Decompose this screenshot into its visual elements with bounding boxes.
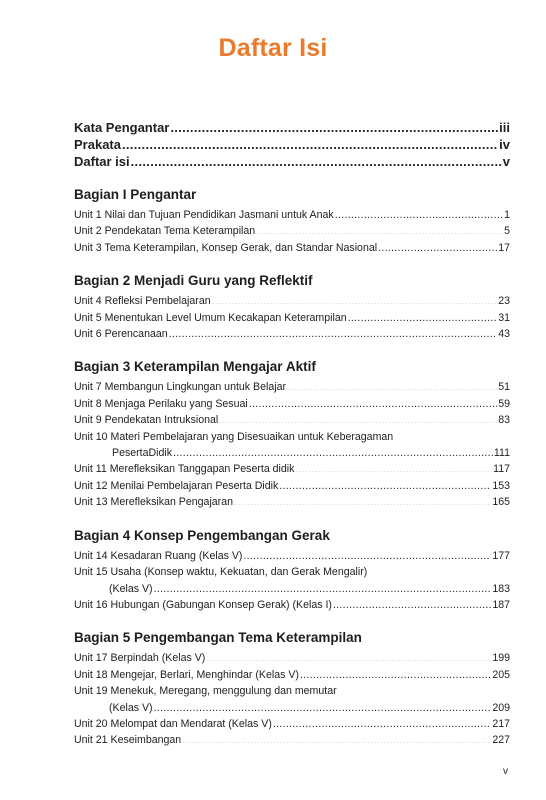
toc-front-entry[interactable]	[74, 119, 510, 136]
toc-entry-page: 5	[504, 225, 510, 238]
page-number: v	[503, 766, 508, 777]
toc-entry-label: Unit 16 Hubungan (Gabungan Konsep Gerak) (Kelas I)	[74, 598, 332, 611]
toc-entry-label: Kata Pengantar	[74, 120, 170, 135]
dot-leader	[206, 651, 491, 662]
toc-section	[74, 186, 510, 256]
toc-entry-label: Unit 17 Berpindah (Kelas V)	[74, 652, 206, 665]
dot-leader	[234, 495, 491, 506]
toc-entry-label: Unit 7 Membangun Lingkungan untuk Belajar	[74, 381, 287, 394]
front-matter-list	[74, 119, 510, 170]
toc-entry-label: Unit 3 Tema Keterampilan, Konsep Gerak, dan Standar Nasional	[74, 241, 378, 254]
dot-leader	[219, 413, 497, 424]
section-title[interactable]: Bagian 2 Menjadi Guru yang Reflektif	[74, 273, 313, 289]
toc-entry[interactable]	[74, 223, 510, 239]
toc-entry-page: 43	[498, 328, 510, 341]
dot-leader	[182, 733, 491, 744]
toc-entry-first-line	[74, 564, 510, 580]
toc-entry[interactable]	[74, 379, 510, 395]
toc-entry[interactable]	[74, 412, 510, 428]
toc-entry-label: Unit 8 Menjaga Perilaku yang Sesuai	[74, 397, 248, 410]
toc-entry-label: Unit 5 Menentukan Level Umum Kecakapan Keterampilan	[74, 311, 347, 324]
toc-entry[interactable]	[74, 326, 510, 342]
toc-entry-page: iv	[499, 137, 510, 152]
toc-entry-first-line	[74, 429, 510, 445]
toc-entry-page: 177	[492, 549, 510, 562]
dot-leader	[154, 700, 492, 711]
toc-entry-continuation	[74, 445, 510, 461]
toc-entry-label: Unit 18 Mengejar, Berlari, Menghindar (Kelas V)	[74, 668, 299, 681]
dot-leader	[279, 478, 491, 489]
section-title[interactable]: Bagian I Pengantar	[74, 187, 197, 202]
section-entries	[74, 293, 510, 342]
toc-entry-multiline[interactable]	[74, 564, 510, 597]
toc-entry-label-line1: Unit 15 Usaha (Konsep waktu, Kekuatan, dan Gerak Mengalir)	[74, 566, 368, 579]
toc-entry-page: 17	[498, 241, 510, 254]
table-of-contents	[74, 119, 510, 749]
toc-entry-label: Unit 14 Kesadaran Ruang (Kelas V)	[74, 549, 243, 562]
toc-entry[interactable]	[74, 650, 510, 666]
dot-leader	[122, 136, 498, 149]
toc-entry-page: 1	[504, 209, 510, 221]
dot-leader	[335, 207, 503, 218]
toc-entry[interactable]	[74, 732, 510, 748]
toc-entry-label: Unit 20 Melompat dan Mendarat (Kelas V)	[74, 717, 272, 730]
toc-entry-page: 187	[492, 598, 510, 611]
toc-entry-page: 183	[492, 582, 510, 595]
section-entries	[74, 379, 510, 510]
toc-entry[interactable]	[74, 597, 510, 613]
toc-entry-page: 217	[492, 717, 510, 730]
toc-front-entry[interactable]	[74, 136, 510, 153]
dot-leader	[131, 153, 502, 166]
dot-leader	[348, 310, 498, 321]
toc-entry-multiline[interactable]	[74, 429, 510, 462]
dot-leader	[256, 224, 503, 235]
toc-entry-label: Unit 4 Refleksi Pembelajaran	[74, 295, 211, 308]
toc-entry[interactable]	[74, 293, 510, 309]
toc-section	[74, 629, 510, 748]
toc-entry[interactable]	[74, 396, 510, 412]
toc-entry-label: Unit 1 Nilai dan Tujuan Pendidikan Jasmani untuk Anak	[74, 209, 334, 221]
section-title[interactable]: Bagian 3 Keterampilan Mengajar Aktif	[74, 359, 316, 375]
toc-entry[interactable]	[74, 494, 510, 510]
toc-entry[interactable]	[74, 461, 510, 477]
dot-leader	[287, 380, 497, 391]
toc-entry[interactable]	[74, 240, 510, 256]
toc-entry-page: 153	[492, 479, 510, 492]
dot-leader	[273, 716, 491, 727]
dot-leader	[173, 445, 493, 456]
toc-front-entry[interactable]	[74, 153, 510, 170]
toc-entry-label: (Kelas V)	[109, 701, 153, 714]
toc-entry-page: 199	[492, 652, 510, 665]
toc-entry-label: Unit 13 Merefleksikan Pengajaran	[74, 496, 233, 509]
page-title: Daftar Isi	[218, 34, 328, 62]
toc-entry-page: iii	[499, 120, 510, 135]
toc-entry-label: Unit 6 Perencanaan	[74, 328, 168, 341]
section-entries	[74, 548, 510, 614]
dot-leader	[300, 667, 491, 678]
section-entries	[74, 650, 510, 748]
toc-section	[74, 272, 510, 342]
toc-entry[interactable]	[74, 548, 510, 564]
toc-entry-multiline[interactable]	[74, 683, 510, 716]
toc-entry-page: 227	[492, 734, 510, 747]
toc-entry-label: Prakata	[74, 137, 121, 152]
toc-entry-page: 205	[492, 668, 510, 681]
toc-entry[interactable]	[74, 478, 510, 494]
section-entries	[74, 207, 510, 256]
dot-leader	[378, 240, 497, 251]
toc-entry-label-line1: Unit 19 Menekuk, Meregang, menggulung dan memutar	[74, 685, 337, 698]
section-title[interactable]: Bagian 5 Pengembangan Tema Keterampilan	[74, 630, 362, 646]
toc-entry-label: (Kelas V)	[109, 582, 153, 595]
dot-leader	[169, 326, 498, 337]
toc-entry-page: 165	[492, 496, 510, 509]
toc-entry-page: 23	[498, 295, 510, 308]
dot-leader	[170, 119, 498, 132]
toc-entry-page: 59	[498, 397, 510, 410]
toc-section	[74, 527, 510, 614]
dot-leader	[154, 581, 492, 592]
toc-entry-label: Unit 12 Menilai Pembelajaran Peserta Didik	[74, 479, 279, 492]
toc-entry-page: 83	[498, 414, 510, 427]
toc-entry-page: 31	[498, 311, 510, 324]
toc-entry[interactable]	[74, 207, 510, 223]
toc-entry-first-line	[74, 683, 510, 699]
dot-leader	[243, 548, 491, 559]
toc-entry-label: PesertaDidik	[112, 447, 173, 460]
toc-entry-label: Unit 9 Pendekatan Intruksional	[74, 414, 219, 427]
toc-section	[74, 358, 510, 510]
toc-entry-continuation	[74, 581, 510, 597]
toc-entry[interactable]	[74, 667, 510, 683]
dot-leader	[249, 396, 497, 407]
toc-entry-page: 111	[493, 447, 510, 460]
dot-leader	[295, 462, 492, 473]
dot-leader	[333, 597, 491, 608]
toc-entry-label: Daftar isi	[74, 154, 130, 169]
toc-entry-label: Unit 11 Merefleksikan Tanggapan Peserta didik	[74, 463, 295, 476]
toc-entry-page: 51	[498, 381, 510, 394]
toc-entry-continuation	[74, 700, 510, 716]
toc-entry-page: v	[502, 154, 510, 169]
toc-entry-label: Unit 2 Pendekatan Tema Keterampilan	[74, 225, 256, 238]
dot-leader	[212, 294, 498, 305]
toc-entry-label: Unit 21 Keseimbangan	[74, 734, 182, 747]
toc-entry-page: 209	[492, 701, 510, 714]
toc-entry[interactable]	[74, 716, 510, 732]
toc-entry[interactable]	[74, 310, 510, 326]
toc-entry-label-line1: Unit 10 Materi Pembelajaran yang Disesuaikan untuk Keberagaman	[74, 430, 394, 443]
toc-entry-page: 117	[493, 463, 510, 476]
section-title[interactable]: Bagian 4 Konsep Pengembangan Gerak	[74, 527, 330, 543]
